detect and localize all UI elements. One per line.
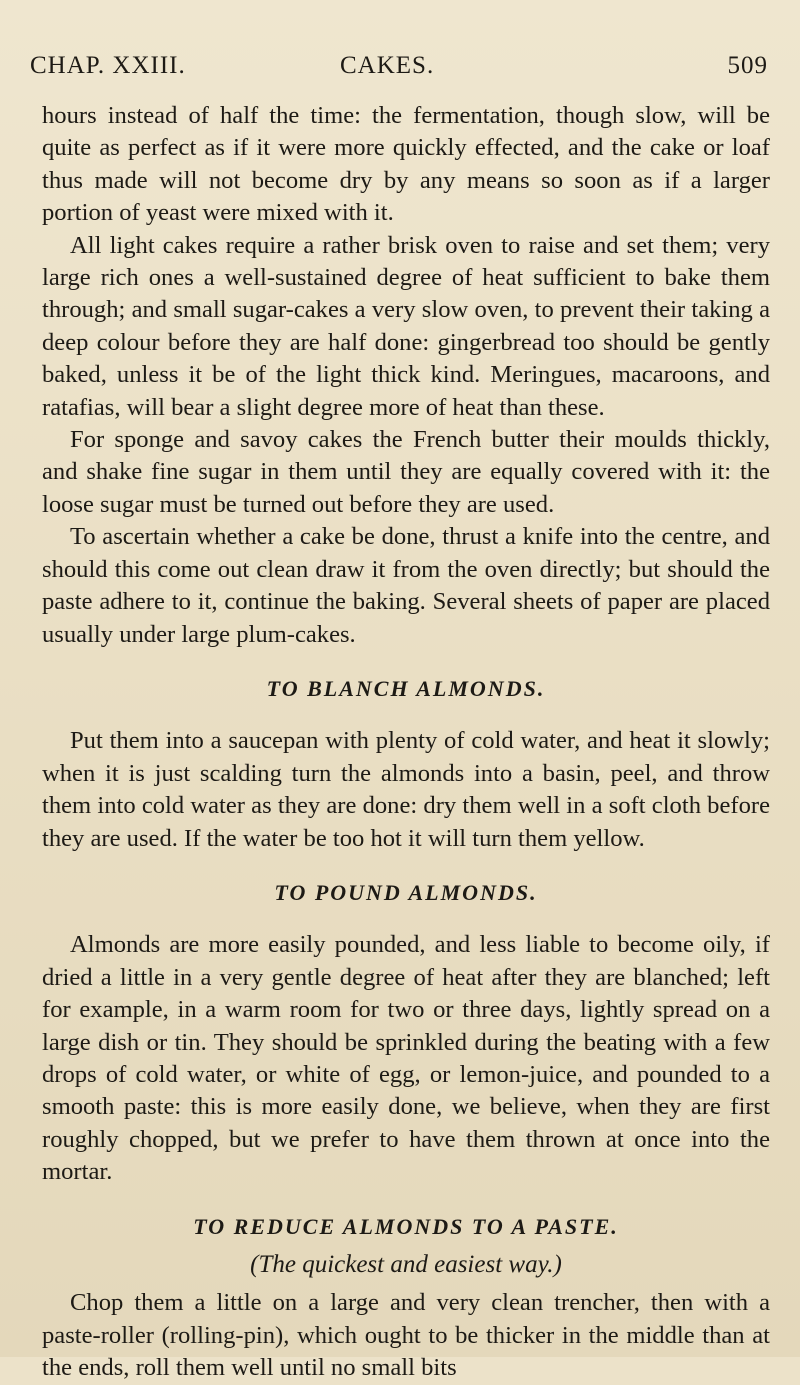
paragraph-fermentation: hours instead of half the time: the fermentation, though slow, will be quite as perfect as if it were more quickly effected, and the cake or loaf thus made will not become dry by any means so soon as if a larger portion of yeast were mixed with it. bbox=[42, 102, 770, 227]
heading-blanch-almonds: TO BLANCH ALMONDS. bbox=[266, 675, 546, 701]
subheading-almond-paste: (The quickest and easiest way.) bbox=[250, 1251, 562, 1278]
heading-almond-paste: TO REDUCE ALMONDS TO A PASTE. bbox=[193, 1213, 619, 1239]
paragraph-almond-paste: Chop them a little on a large and very clean trencher, then with a paste-roller (rolling-pin), which ought to be thicker in the middle than at the ends, roll them well until no small bits bbox=[42, 1289, 770, 1382]
page-number: 509 bbox=[727, 52, 768, 79]
paragraph-pound-almonds: Almonds are more easily pounded, and less liable to become oily, if dried a little in a very gentle degree of heat after they are blanched; left for example, in a warm room for two or three days, lightly spread on a large dish or tin. They should be sprinkled during the beating with a few drops of cold water, or white of egg, or lemon-juice, and pounded to a smooth paste: this is more easily done, we believe, when they are first roughly chopped, but we prefer to have them thrown at once into the mortar. bbox=[42, 931, 770, 1186]
running-title: CAKES. bbox=[340, 52, 435, 79]
heading-pound-almonds: TO POUND ALMONDS. bbox=[274, 879, 538, 905]
paragraph-cake-done: To ascertain whether a cake be done, thrust a knife into the centre, and should this come out clean draw it from the oven directly; but should the paste adhere to it, continue the baking. Several sheets of paper are placed usually under large plum-cakes. bbox=[42, 523, 770, 648]
paragraph-sponge-cakes: For sponge and savoy cakes the French butter their moulds thickly, and shake fine sugar in them until they are equally covered with it: the loose sugar must be turned out before they are used. bbox=[42, 426, 770, 518]
running-header bbox=[30, 52, 770, 92]
paragraph-blanch-almonds: Put them into a saucepan with plenty of cold water, and heat it slowly; when it is just scalding turn the almonds into a basin, peel, and throw them into cold water as they are done: dry them well in a soft cloth before they are used. If the water be too hot it will turn them yellow. bbox=[42, 727, 770, 852]
page-body bbox=[42, 100, 770, 1385]
chapter-label: CHAP. XXIII. bbox=[30, 52, 186, 79]
paragraph-oven-heat: All light cakes require a rather brisk oven to raise and set them; very large rich ones a well-sustained degree of heat sufficient to bake them through; and small sugar-cakes a very slow oven, to prevent their taking a deep colour before they are half done: gingerbread too should be gently baked, unless it be of the light thick kind. Meringues, macaroons, and ratafias, will bear a slight degree more of heat than these. bbox=[42, 231, 770, 421]
